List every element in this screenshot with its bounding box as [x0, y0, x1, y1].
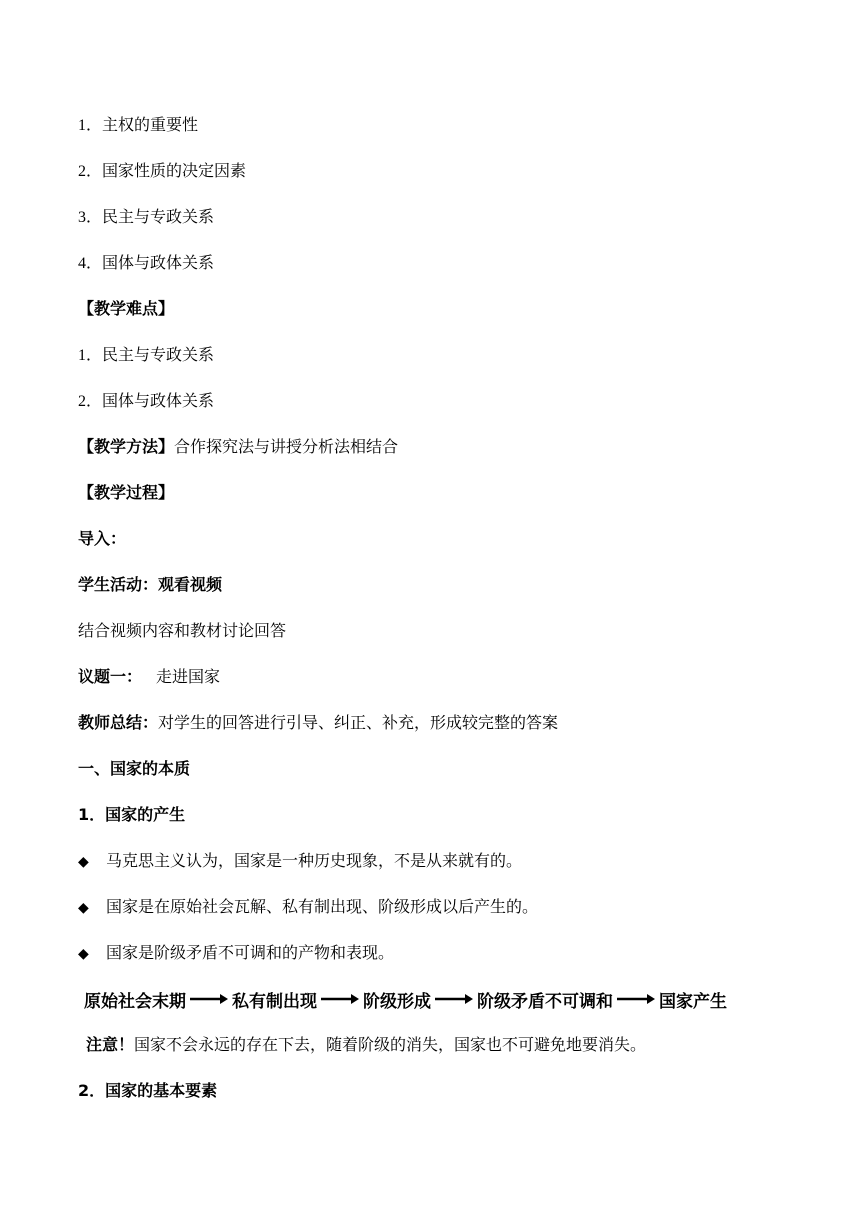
right-arrow-icon [320, 992, 360, 1006]
difficulty-item-2: 2．国体与政体关系 [78, 391, 215, 410]
summary-line [78, 712, 558, 734]
flow-step-4: 阶级矛盾不可调和 [477, 991, 613, 1012]
student-activity: 学生活动：观看视频 [78, 575, 223, 594]
summary-label: 教师总结： [78, 713, 159, 732]
method-text: 合作探究法与讲授分析法相结合 [174, 437, 399, 456]
diamond-bullet-icon: ◆ [78, 900, 89, 916]
subsection-title-1: 1．国家的产生 [78, 805, 186, 824]
topic-label: 议题一： [78, 667, 143, 686]
focus-item-4: 4．国体与政体关系 [78, 253, 215, 272]
summary-text: 对学生的回答进行引导、纠正、补充，形成较完整的答案 [158, 713, 559, 732]
bullet-item-2: ◆ 国家是在原始社会瓦解、私有制出现、阶级形成以后产生的。 [78, 896, 538, 919]
intro-label: 导入： [78, 529, 127, 548]
note-label: 注意！ [86, 1035, 135, 1054]
difficulty-item-1: 1．民主与专政关系 [78, 345, 215, 364]
state-origin-flow [84, 985, 727, 1013]
difficulty-heading: 【教学难点】 [78, 299, 175, 318]
focus-item-3: 3．民主与专政关系 [78, 207, 215, 226]
right-arrow-icon [616, 992, 656, 1006]
topic-line [78, 666, 220, 688]
diamond-bullet-icon: ◆ [78, 854, 89, 870]
method-line [78, 436, 398, 458]
note-text: 国家不会永远的存在下去，随着阶级的消失，国家也不可避免地要消失。 [134, 1035, 647, 1054]
flow-step-3: 阶级形成 [363, 991, 431, 1012]
right-arrow-icon [434, 992, 474, 1006]
flow-step-5: 国家产生 [659, 991, 727, 1012]
focus-item-1: 1．主权的重要性 [78, 115, 199, 134]
right-arrow-icon [189, 992, 229, 1006]
method-heading: 【教学方法】 [78, 437, 175, 456]
flow-step-2: 私有制出现 [232, 991, 317, 1012]
diamond-bullet-icon: ◆ [78, 946, 89, 962]
focus-item-2: 2．国家性质的决定因素 [78, 161, 247, 180]
topic-text: 走进国家 [156, 667, 221, 686]
flow-step-1: 原始社会末期 [84, 991, 186, 1012]
subsection-title-2: 2．国家的基本要素 [78, 1081, 218, 1100]
bullet-item-3: ◆ 国家是阶级矛盾不可调和的产物和表现。 [78, 942, 394, 965]
discuss-text: 结合视频内容和教材讨论回答 [78, 621, 287, 640]
bullet-item-1: ◆ 马克思主义认为，国家是一种历史现象，不是从来就有的。 [78, 850, 522, 873]
process-heading: 【教学过程】 [78, 483, 175, 502]
note-line [86, 1034, 646, 1056]
section-title: 一、国家的本质 [78, 759, 191, 778]
